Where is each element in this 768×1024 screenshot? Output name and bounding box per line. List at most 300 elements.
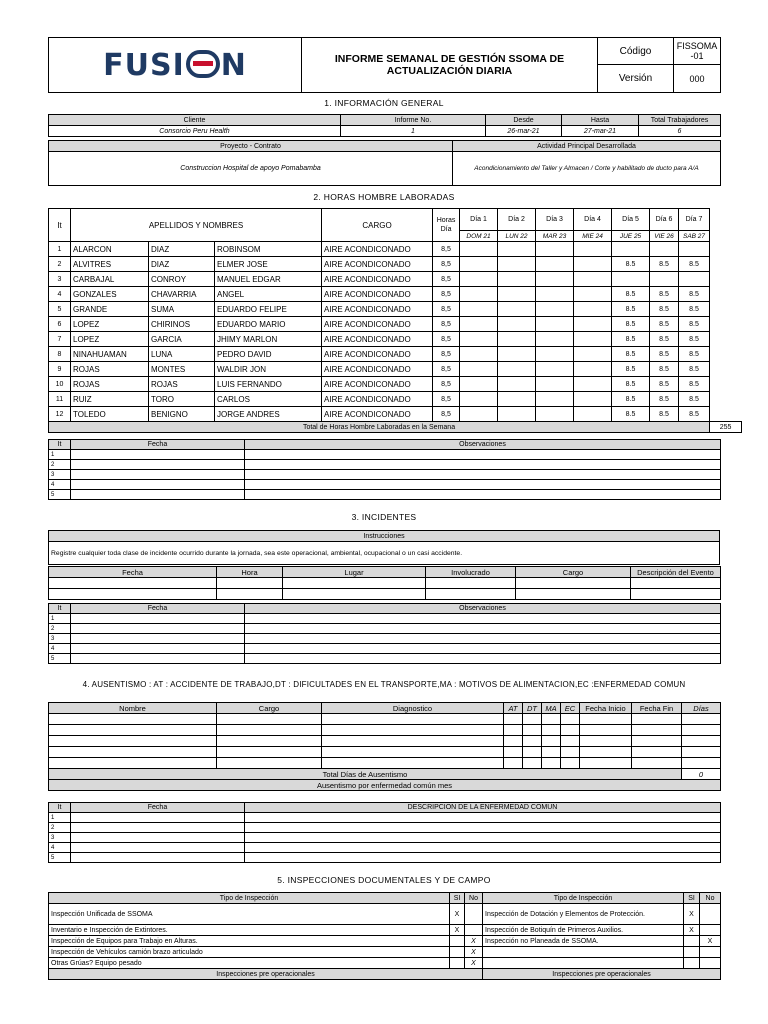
absenteeism-cell	[632, 736, 682, 747]
worker-horas-dia: 8,5	[433, 332, 460, 347]
date-dia-4: MIE 24	[574, 231, 612, 242]
observation-text	[245, 460, 721, 470]
worker-day-hours: 8.5	[650, 347, 679, 362]
worker-day-hours: 8.5	[650, 362, 679, 377]
observation-text	[245, 634, 721, 644]
absenteeism-cell	[322, 725, 504, 736]
inspection-type-left: Otras Grúas? Equipo pesado	[49, 958, 450, 969]
observation-fecha	[71, 644, 245, 654]
obs-it-header: It	[49, 803, 71, 813]
worker-day-hours	[536, 257, 574, 272]
worker-it: 10	[49, 377, 71, 392]
worker-apellido-paterno: ALARCON	[71, 242, 149, 257]
worker-day-hours: 8.5	[650, 317, 679, 332]
incidents-observations-table	[48, 603, 721, 664]
worker-day-hours	[498, 347, 536, 362]
col-ec: EC	[561, 703, 580, 714]
worker-day-hours	[574, 317, 612, 332]
col-cargo: Cargo	[217, 703, 322, 714]
inspection-no-left	[465, 925, 483, 936]
observation-row	[49, 654, 721, 664]
desde-value: 26-mar-21	[486, 126, 562, 137]
worker-day-hours: 8.5	[679, 407, 710, 422]
absenteeism-cell	[580, 736, 632, 747]
col-descripcion-evento: Descripción del Evento	[631, 567, 721, 578]
worker-it: 12	[49, 407, 71, 422]
col-fecha-fin: Fecha Fin	[632, 703, 682, 714]
inspection-si-left: X	[450, 904, 465, 925]
worker-apellido-paterno: LOPEZ	[71, 317, 149, 332]
observation-it: 1	[49, 614, 71, 624]
obs-it-header: It	[49, 440, 71, 450]
worker-day-hours: 8.5	[679, 317, 710, 332]
col-si-left: SI	[450, 893, 465, 904]
worker-row	[49, 332, 742, 347]
worker-cargo: AIRE ACONDICONADO	[322, 272, 433, 287]
col-cargo: CARGO	[322, 209, 433, 242]
worker-day-hours	[498, 392, 536, 407]
worker-day-hours	[536, 377, 574, 392]
version-value: 000	[674, 65, 721, 93]
worker-day-hours	[536, 287, 574, 302]
worker-horas-dia: 8,5	[433, 407, 460, 422]
worker-row	[49, 362, 742, 377]
worker-apellido-paterno: ROJAS	[71, 377, 149, 392]
worker-day-hours	[574, 332, 612, 347]
observation-text	[245, 490, 721, 500]
worker-cargo: AIRE ACONDICONADO	[322, 392, 433, 407]
worker-day-hours	[536, 332, 574, 347]
absenteeism-cell	[542, 714, 561, 725]
worker-day-hours	[498, 287, 536, 302]
worker-nombres: JORGE ANDRES	[215, 407, 322, 422]
absenteeism-cell	[542, 747, 561, 758]
worker-day-hours	[574, 257, 612, 272]
worker-apellido-materno: ROJAS	[149, 377, 215, 392]
worker-it: 8	[49, 347, 71, 362]
worker-nombres: PEDRO DAVID	[215, 347, 322, 362]
col-dia-5: Día 5	[612, 209, 650, 231]
worker-day-hours: 8.5	[679, 332, 710, 347]
absenteeism-row	[49, 758, 721, 769]
col-lugar: Lugar	[283, 567, 426, 578]
absenteeism-cell	[682, 714, 721, 725]
observation-fecha	[71, 480, 245, 490]
worker-horas-dia: 8,5	[433, 317, 460, 332]
hasta-label: Hasta	[562, 115, 639, 126]
inspection-si-right	[684, 947, 700, 958]
inspection-row	[49, 947, 721, 958]
date-dia-7: SAB 27	[679, 231, 710, 242]
inspection-no-right: X	[700, 936, 721, 947]
observation-it: 1	[49, 450, 71, 460]
absenteeism-cell	[49, 714, 217, 725]
inspection-no-right	[700, 947, 721, 958]
inspection-type-right: Inspección de Botiquín de Primeros Auxilios.	[483, 925, 684, 936]
observation-row	[49, 614, 721, 624]
date-dia-2: LUN 22	[498, 231, 536, 242]
col-no-left: No	[465, 893, 483, 904]
worker-day-hours: 8.5	[650, 302, 679, 317]
worker-day-hours	[536, 242, 574, 257]
worker-day-hours	[460, 272, 498, 287]
inspection-type-right: Inspección no Planeada de SSOMA.	[483, 936, 684, 947]
inspections-table	[48, 892, 721, 980]
worker-nombres: ROBINSOM	[215, 242, 322, 257]
worker-day-hours	[536, 347, 574, 362]
worker-day-hours: 8.5	[612, 287, 650, 302]
absenteeism-cell	[523, 736, 542, 747]
col-apellidos-nombres: APELLIDOS Y NOMBRES	[71, 209, 322, 242]
observation-fecha	[71, 843, 245, 853]
worker-day-hours: 8.5	[679, 257, 710, 272]
observation-row	[49, 813, 721, 823]
col-dia-3: Día 3	[536, 209, 574, 231]
worker-horas-dia: 8,5	[433, 272, 460, 287]
inspection-type-left: Inspección Unificada de SSOMA	[49, 904, 450, 925]
observation-fecha	[71, 813, 245, 823]
absenteeism-cell	[217, 747, 322, 758]
worker-apellido-materno: BENIGNO	[149, 407, 215, 422]
col-dia-7: Día 7	[679, 209, 710, 231]
col-involucrado: Involucrado	[426, 567, 516, 578]
inspection-si-left	[450, 947, 465, 958]
absenteeism-cell	[49, 758, 217, 769]
absenteeism-observations-table	[48, 802, 721, 863]
informe-label: Informe No.	[341, 115, 486, 126]
inspection-no-left	[465, 904, 483, 925]
observation-fecha	[71, 460, 245, 470]
worker-day-hours	[612, 242, 650, 257]
footer-preoperacionales-left: Inspecciones pre operacionales	[49, 969, 483, 980]
worker-cargo: AIRE ACONDICONADO	[322, 407, 433, 422]
total-dias-ausentismo-value: 0	[682, 769, 721, 780]
absenteeism-cell	[632, 747, 682, 758]
inspection-row	[49, 936, 721, 947]
worker-horas-dia: 8,5	[433, 362, 460, 377]
observation-text	[245, 614, 721, 624]
absenteeism-row	[49, 725, 721, 736]
absenteeism-cell	[322, 736, 504, 747]
absenteeism-cell	[49, 736, 217, 747]
absenteeism-cell	[561, 725, 580, 736]
worker-it: 4	[49, 287, 71, 302]
inspection-row	[49, 925, 721, 936]
absenteeism-cell	[561, 758, 580, 769]
col-nombre: Nombre	[49, 703, 217, 714]
observation-row	[49, 450, 721, 460]
inspection-type-right	[483, 947, 684, 958]
worker-horas-dia: 8,5	[433, 257, 460, 272]
inspection-si-right: X	[684, 925, 700, 936]
observation-text	[245, 644, 721, 654]
observation-text	[245, 833, 721, 843]
worker-apellido-paterno: TOLEDO	[71, 407, 149, 422]
worker-row	[49, 302, 742, 317]
observation-it: 1	[49, 813, 71, 823]
worker-nombres: EDUARDO FELIPE	[215, 302, 322, 317]
general-info-table	[48, 114, 721, 137]
inspection-no-left: X	[465, 947, 483, 958]
inspection-no-left: X	[465, 936, 483, 947]
worker-day-hours	[460, 257, 498, 272]
observation-it: 3	[49, 833, 71, 843]
worker-day-hours	[536, 272, 574, 287]
absenteeism-cell	[523, 747, 542, 758]
absenteeism-cell	[580, 725, 632, 736]
absenteeism-cell	[632, 758, 682, 769]
worker-day-hours	[612, 272, 650, 287]
col-at: AT	[504, 703, 523, 714]
worker-day-hours	[460, 302, 498, 317]
obs-fecha-header: Fecha	[71, 604, 245, 614]
worker-day-hours	[498, 257, 536, 272]
col-fecha-inicio: Fecha Inicio	[580, 703, 632, 714]
absenteeism-cell	[49, 747, 217, 758]
worker-apellido-materno: TORO	[149, 392, 215, 407]
worker-nombres: JHIMY MARLON	[215, 332, 322, 347]
worker-day-hours	[498, 302, 536, 317]
inspection-si-left	[450, 958, 465, 969]
worker-apellido-materno: CHIRINOS	[149, 317, 215, 332]
inspection-type-right: Inspección de Dotación y Elementos de Protección.	[483, 904, 684, 925]
observation-fecha	[71, 853, 245, 863]
worker-day-hours	[498, 272, 536, 287]
absenteeism-row	[49, 736, 721, 747]
inspection-no-right	[700, 925, 721, 936]
worker-day-hours: 8.5	[679, 347, 710, 362]
worker-day-hours: 8.5	[650, 257, 679, 272]
inspection-no-right	[700, 958, 721, 969]
worker-horas-dia: 8,5	[433, 242, 460, 257]
worker-apellido-paterno: ROJAS	[71, 362, 149, 377]
worker-row	[49, 407, 742, 422]
absenteeism-cell	[682, 747, 721, 758]
worker-apellido-paterno: LOPEZ	[71, 332, 149, 347]
project-info-table	[48, 140, 721, 186]
absenteeism-cell	[217, 725, 322, 736]
worker-day-hours	[574, 242, 612, 257]
worker-it: 7	[49, 332, 71, 347]
worker-horas-dia: 8,5	[433, 287, 460, 302]
hasta-value: 27-mar-21	[562, 126, 639, 137]
inspection-no-left: X	[465, 958, 483, 969]
observation-text	[245, 470, 721, 480]
worker-day-hours	[460, 347, 498, 362]
observation-it: 3	[49, 470, 71, 480]
date-dia-3: MAR 23	[536, 231, 574, 242]
worker-day-hours: 8.5	[612, 407, 650, 422]
col-dia-1: Día 1	[460, 209, 498, 231]
absenteeism-cell	[523, 714, 542, 725]
worker-day-hours: 8.5	[612, 362, 650, 377]
worker-nombres: WALDIR JON	[215, 362, 322, 377]
worker-it: 3	[49, 272, 71, 287]
worker-cargo: AIRE ACONDICONADO	[322, 287, 433, 302]
worker-day-hours	[679, 272, 710, 287]
incidents-table	[48, 566, 721, 600]
observation-fecha	[71, 490, 245, 500]
worker-cargo: AIRE ACONDICONADO	[322, 362, 433, 377]
worker-apellido-paterno: ALVITRES	[71, 257, 149, 272]
actividad-value: Acondicionamiento del Taller y Almacen / Corte y habilitado de ducto para A/A	[453, 152, 721, 186]
instrucciones-text: Registre cualquier toda clase de incidente ocurrido durante la jornada, sea este operacional, ambiental, ocupacional o un casi accidente.	[49, 542, 720, 565]
worker-apellido-materno: SUMA	[149, 302, 215, 317]
worker-apellido-materno: DIAZ	[149, 242, 215, 257]
ausentismo-ec-label: Ausentismo por enfermedad común mes	[49, 780, 721, 791]
incident-row	[49, 589, 721, 600]
absenteeism-cell	[580, 747, 632, 758]
worker-day-hours	[650, 242, 679, 257]
observation-fecha	[71, 634, 245, 644]
observation-row	[49, 644, 721, 654]
worker-day-hours	[460, 392, 498, 407]
version-label: Versión	[598, 65, 674, 93]
worker-apellido-paterno: GONZALES	[71, 287, 149, 302]
section-5-title: 5. INSPECCIONES DOCUMENTALES Y DE CAMPO	[277, 875, 491, 885]
worker-day-hours	[574, 287, 612, 302]
worker-day-hours	[536, 392, 574, 407]
worker-cargo: AIRE ACONDICONADO	[322, 332, 433, 347]
col-no-right: No	[700, 893, 721, 904]
observation-text	[245, 853, 721, 863]
total-hh-value: 255	[710, 422, 742, 433]
worker-day-hours: 8.5	[612, 377, 650, 392]
observation-text	[245, 654, 721, 664]
worker-day-hours	[498, 317, 536, 332]
total-hh-label: Total de Horas Hombre Laboradas en la Semana	[49, 422, 710, 433]
codigo-value: FISSOMA -01	[674, 38, 721, 65]
worker-day-hours	[574, 407, 612, 422]
cliente-label: Cliente	[49, 115, 341, 126]
worker-day-hours	[460, 332, 498, 347]
inspection-row	[49, 904, 721, 925]
worker-day-hours	[574, 377, 612, 392]
worker-it: 6	[49, 317, 71, 332]
worker-apellido-materno: CONROY	[149, 272, 215, 287]
cliente-value: Consorcio Peru Health	[49, 126, 341, 137]
worker-day-hours: 8.5	[650, 332, 679, 347]
col-it: It	[49, 209, 71, 242]
col-dia-6: Día 6	[650, 209, 679, 231]
total-trabajadores-value: 6	[639, 126, 721, 137]
hours-observations-table	[48, 439, 721, 500]
document-header	[48, 37, 721, 93]
observation-it: 3	[49, 634, 71, 644]
observation-row	[49, 823, 721, 833]
worker-day-hours	[460, 242, 498, 257]
worker-row	[49, 392, 742, 407]
worker-nombres: MANUEL EDGAR	[215, 272, 322, 287]
observation-text	[245, 813, 721, 823]
inspection-si-left: X	[450, 925, 465, 936]
worker-day-hours	[574, 362, 612, 377]
worker-day-hours	[498, 242, 536, 257]
observation-fecha	[71, 833, 245, 843]
section-4-title: 4. AUSENTISMO : AT : ACCIDENTE DE TRABAJO,DT : DIFICULTADES EN EL TRANSPORTE,MA : MOTIVOS DE ALIMENTACION,EC :ENFERMEDAD COMUN	[82, 680, 686, 689]
absenteeism-cell	[504, 725, 523, 736]
worker-horas-dia: 8,5	[433, 377, 460, 392]
worker-nombres: EDUARDO MARIO	[215, 317, 322, 332]
worker-apellido-paterno: RUIZ	[71, 392, 149, 407]
worker-row	[49, 287, 742, 302]
worker-day-hours	[536, 317, 574, 332]
worker-day-hours	[498, 377, 536, 392]
absenteeism-cell	[322, 747, 504, 758]
absenteeism-cell	[561, 747, 580, 758]
worker-day-hours: 8.5	[679, 392, 710, 407]
instrucciones-label: Instrucciones	[49, 531, 720, 542]
absenteeism-cell	[217, 758, 322, 769]
absenteeism-cell	[523, 758, 542, 769]
observation-text	[245, 480, 721, 490]
absenteeism-cell	[580, 714, 632, 725]
worker-day-hours: 8.5	[612, 302, 650, 317]
worker-row	[49, 257, 742, 272]
worker-day-hours: 8.5	[650, 287, 679, 302]
worker-it: 11	[49, 392, 71, 407]
col-si-right: SI	[684, 893, 700, 904]
worker-cargo: AIRE ACONDICONADO	[322, 377, 433, 392]
worker-day-hours: 8.5	[679, 302, 710, 317]
worker-row	[49, 242, 742, 257]
observation-row	[49, 480, 721, 490]
absenteeism-cell	[632, 725, 682, 736]
observation-text	[245, 823, 721, 833]
worker-it: 5	[49, 302, 71, 317]
worker-day-hours: 8.5	[650, 392, 679, 407]
absenteeism-cell	[504, 747, 523, 758]
worker-horas-dia: 8,5	[433, 302, 460, 317]
desde-label: Desde	[486, 115, 562, 126]
col-dia-4: Día 4	[574, 209, 612, 231]
total-trabajadores-label: Total Trabajadores	[639, 115, 721, 126]
absenteeism-cell	[542, 758, 561, 769]
worker-day-hours	[460, 362, 498, 377]
col-fecha: Fecha	[49, 567, 217, 578]
absenteeism-cell	[504, 736, 523, 747]
worker-day-hours: 8.5	[679, 377, 710, 392]
worker-apellido-materno: GARCIA	[149, 332, 215, 347]
col-diagnostico: Diagnostico	[322, 703, 504, 714]
observation-fecha	[71, 614, 245, 624]
inspection-si-right	[684, 936, 700, 947]
col-ma: MA	[542, 703, 561, 714]
worker-apellido-materno: CHAVARRIA	[149, 287, 215, 302]
worker-row	[49, 347, 742, 362]
date-dia-6: VIE 26	[650, 231, 679, 242]
observation-row	[49, 853, 721, 863]
obs-it-header: It	[49, 604, 71, 614]
worker-row	[49, 317, 742, 332]
observation-row	[49, 624, 721, 634]
worker-day-hours	[460, 317, 498, 332]
worker-it: 1	[49, 242, 71, 257]
worker-day-hours	[460, 287, 498, 302]
observation-fecha	[71, 470, 245, 480]
section-3-title: 3. INCIDENTES	[351, 512, 417, 522]
worker-it: 2	[49, 257, 71, 272]
proyecto-value: Construccion Hospital de apoyo Pomabamba	[49, 152, 453, 186]
worker-day-hours: 8.5	[679, 362, 710, 377]
absenteeism-cell	[322, 758, 504, 769]
worker-day-hours	[650, 272, 679, 287]
worker-day-hours	[498, 407, 536, 422]
worker-day-hours	[574, 302, 612, 317]
col-dia-2: Día 2	[498, 209, 536, 231]
inspection-row	[49, 958, 721, 969]
observation-it: 4	[49, 843, 71, 853]
